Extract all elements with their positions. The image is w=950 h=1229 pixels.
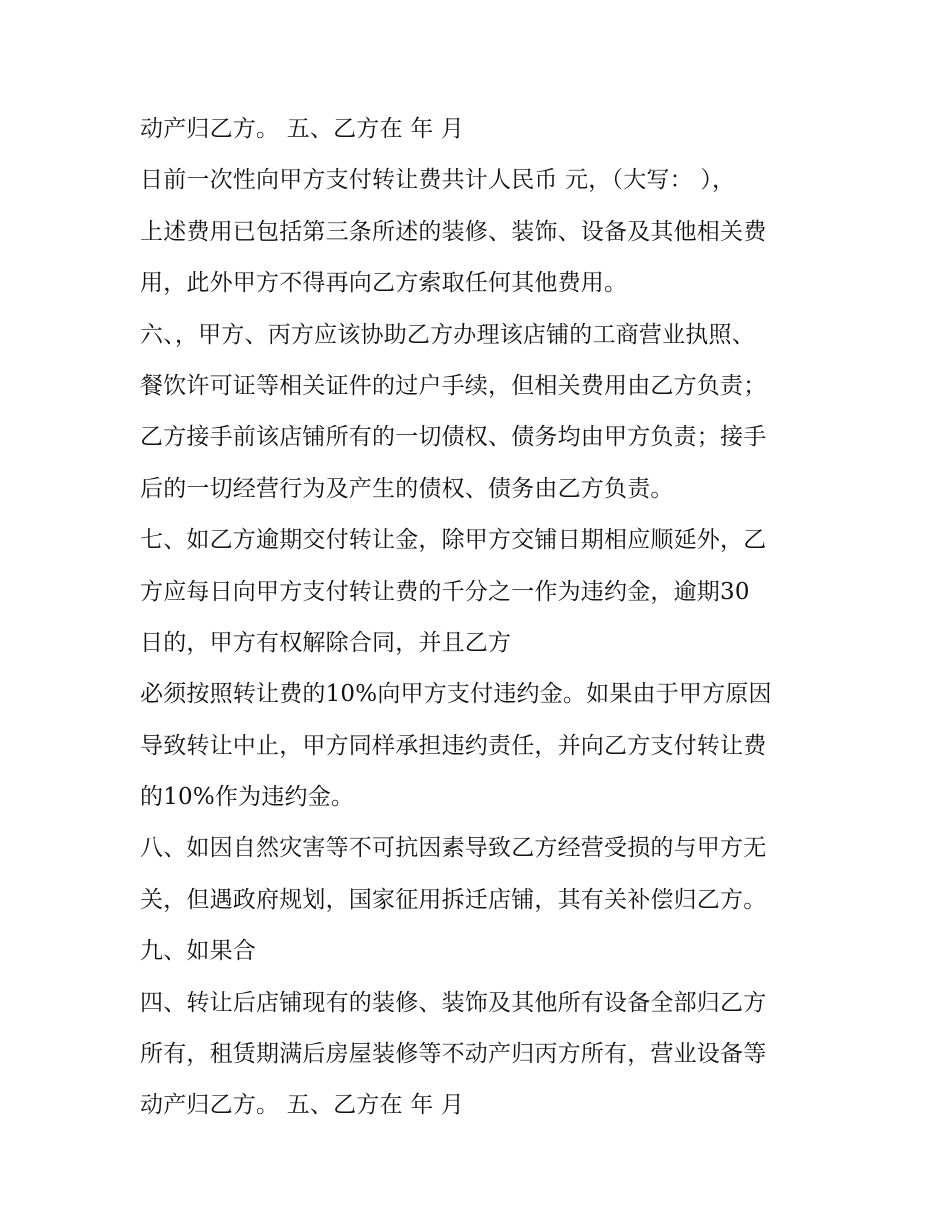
text-line: 九、如果合 [140,938,256,965]
text-line: 关，但遇政府规划，国家征用拆迁店铺，其有关补偿归乙方。 [140,886,767,913]
text-line: 导致转让中止，甲方同样承担违约责任，并向乙方支付转让费 [140,732,767,759]
text-line: 的10%作为违约金。 [140,784,355,811]
text-line: 七、如乙方逾期交付转让金，除甲方交铺日期相应顺延外，乙 [140,527,767,554]
text-line: 所有，租赁期满后房屋装修等不动产归丙方所有，营业设备等 [140,1041,767,1068]
text-line: 日前一次性向甲方支付转让费共计人民币 元，（大写： ）， [140,167,736,194]
text-line: 日的，甲方有权解除合同，并且乙方 [140,629,512,656]
text-line: 六、，甲方、丙方应该协助乙方办理该店铺的工商营业执照、 [140,321,755,348]
text-line: 八、如因自然灾害等不可抗因素导致乙方经营受损的与甲方无 [140,835,767,862]
text-line: 上述费用已包括第三条所述的装修、装饰、设备及其他相关费 [140,218,767,245]
text-line: 动产归乙方。 五、乙方在 年 月 [140,116,465,142]
text-line: 方应每日向甲方支付转让费的千分之一作为违约金，逾期30 [140,578,750,605]
text-line: 动产归乙方。 五、乙方在 年 月 [140,1092,465,1119]
text-line: 必须按照转让费的10%向甲方支付违约金。如果由于甲方原因 [140,681,772,708]
text-line: 用，此外甲方不得再向乙方索取任何其他费用。 [140,270,628,297]
document-body [140,104,820,1132]
text-line: 四、转让后店铺现有的装修、装饰及其他所有设备全部归乙方 [140,989,767,1016]
text-line: 乙方接手前该店铺所有的一切债权、债务均由甲方负责；接手 [140,424,767,451]
text-line: 餐饮许可证等相关证件的过户手续，但相关费用由乙方负责； [140,372,767,399]
text-line: 后的一切经营行为及产生的债权、债务由乙方负责。 [140,475,674,502]
